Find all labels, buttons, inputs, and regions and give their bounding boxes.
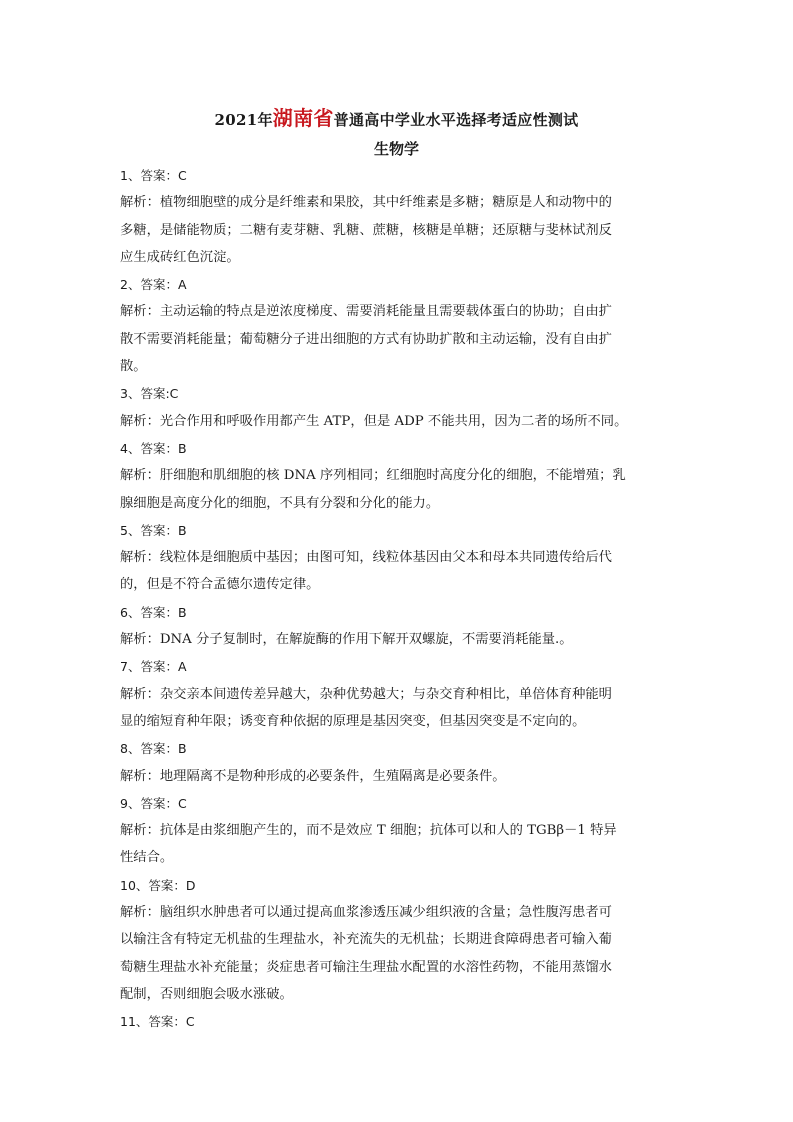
answer-item xyxy=(120,653,676,735)
answer-item xyxy=(120,271,676,380)
explanation-line: 解析：植物细胞壁的成分是纤维素和果胶，其中纤维素是多糖；糖原是人和动物中的 xyxy=(120,195,612,211)
answer-line: 1、答案：C xyxy=(120,168,187,183)
explanation-line: 解析：DNA 分子复制时，在解旋酶的作用下解开双螺旋，不需要消耗能量.。 xyxy=(120,632,573,648)
explanation-line: 配制，否则细胞会吸水涨破。 xyxy=(120,986,293,1002)
explanation-line: 解析：脑组织水肿患者可以通过提高血浆渗透压减少组织液的含量；急性腹泻患者可 xyxy=(120,905,612,921)
answer-line: 4、答案：B xyxy=(120,440,187,456)
title-rest: 普通高中学业水平选择考适应性测试 xyxy=(333,111,579,129)
explanation-line: 萄糖生理盐水补充能量；炎症患者可输注生理盐水配置的水溶性药物，不能用蒸馏水 xyxy=(120,959,612,975)
answer-item xyxy=(120,162,676,271)
answer-item xyxy=(120,872,676,1008)
answer-item xyxy=(120,1008,676,1035)
explanation-line: 解析：线粒体是细胞质中基因；由图可知，线粒体基因由父本和母本共同遗传给后代 xyxy=(120,550,612,566)
explanation-line: 应生成砖红色沉淀。 xyxy=(120,249,240,265)
page-title xyxy=(0,106,793,132)
answer-item xyxy=(120,380,676,435)
explanation-line: 解析：肝细胞和肌细胞的核 DNA 序列相同；红细胞时高度分化的细胞，不能增殖；乳 xyxy=(120,468,626,484)
answer-line: 5、答案：B xyxy=(120,522,187,538)
explanation-line: 腺细胞是高度分化的细胞，不具有分裂和分化的能力。 xyxy=(120,495,440,511)
answer-line: 3、答案:C xyxy=(120,386,179,402)
explanation-line: 的，但是不符合孟德尔遗传定律。 xyxy=(120,577,320,593)
answer-list xyxy=(120,162,676,1036)
explanation-line: 解析：主动运输的特点是逆浓度梯度、需要消耗能量且需要载体蛋白的协助；自由扩 xyxy=(120,304,612,320)
answer-line: 2、答案：A xyxy=(120,277,187,293)
answer-item xyxy=(120,435,676,517)
explanation-line: 散。 xyxy=(120,359,147,375)
explanation-line: 解析：地理隔离不是物种形成的必要条件，生殖隔离是必要条件。 xyxy=(120,768,506,784)
answer-item xyxy=(120,735,676,790)
answer-item xyxy=(120,599,676,654)
title-province: 湖南省 xyxy=(272,106,334,130)
explanation-line: 解析：杂交亲本间遗传差异越大，杂种优势越大；与杂交育种相比，单倍体育种能明 xyxy=(120,686,612,702)
explanation-line: 性结合。 xyxy=(120,850,174,866)
explanation-line: 散不需要消耗能量；葡萄糖分子进出细胞的方式有协助扩散和主动运输，没有自由扩 xyxy=(120,331,612,347)
explanation-line: 以输注含有特定无机盐的生理盐水，补充流失的无机盐；长期进食障碍患者可输入葡 xyxy=(120,932,612,948)
answer-item xyxy=(120,517,676,599)
title-year: 2021年 xyxy=(214,111,273,129)
explanation-line: 解析：抗体是由浆细胞产生的，而不是效应 T 细胞；抗体可以和人的 TGBβ－1 特异 xyxy=(120,823,617,839)
answer-line: 8、答案：B xyxy=(120,741,187,757)
answer-item xyxy=(120,790,676,872)
answer-line: 7、答案：A xyxy=(120,659,187,675)
page-subtitle: 生物学 xyxy=(373,140,419,158)
answer-line: 6、答案：B xyxy=(120,604,187,620)
explanation-line: 多糖，是储能物质；二糖有麦芽糖、乳糖、蔗糖，核糖是单糖；还原糖与斐林试剂反 xyxy=(120,222,612,238)
explanation-line: 解析：光合作用和呼吸作用都产生 ATP，但是 ADP 不能共用，因为二者的场所不同。 xyxy=(120,413,628,429)
answer-line: 10、答案：D xyxy=(120,877,196,893)
explanation-line: 显的缩短育种年限；诱变育种依据的原理是基因突变，但基因突变是不定向的。 xyxy=(120,713,586,729)
answer-line: 11、答案：C xyxy=(120,1014,195,1030)
answer-line: 9、答案：C xyxy=(120,795,187,811)
